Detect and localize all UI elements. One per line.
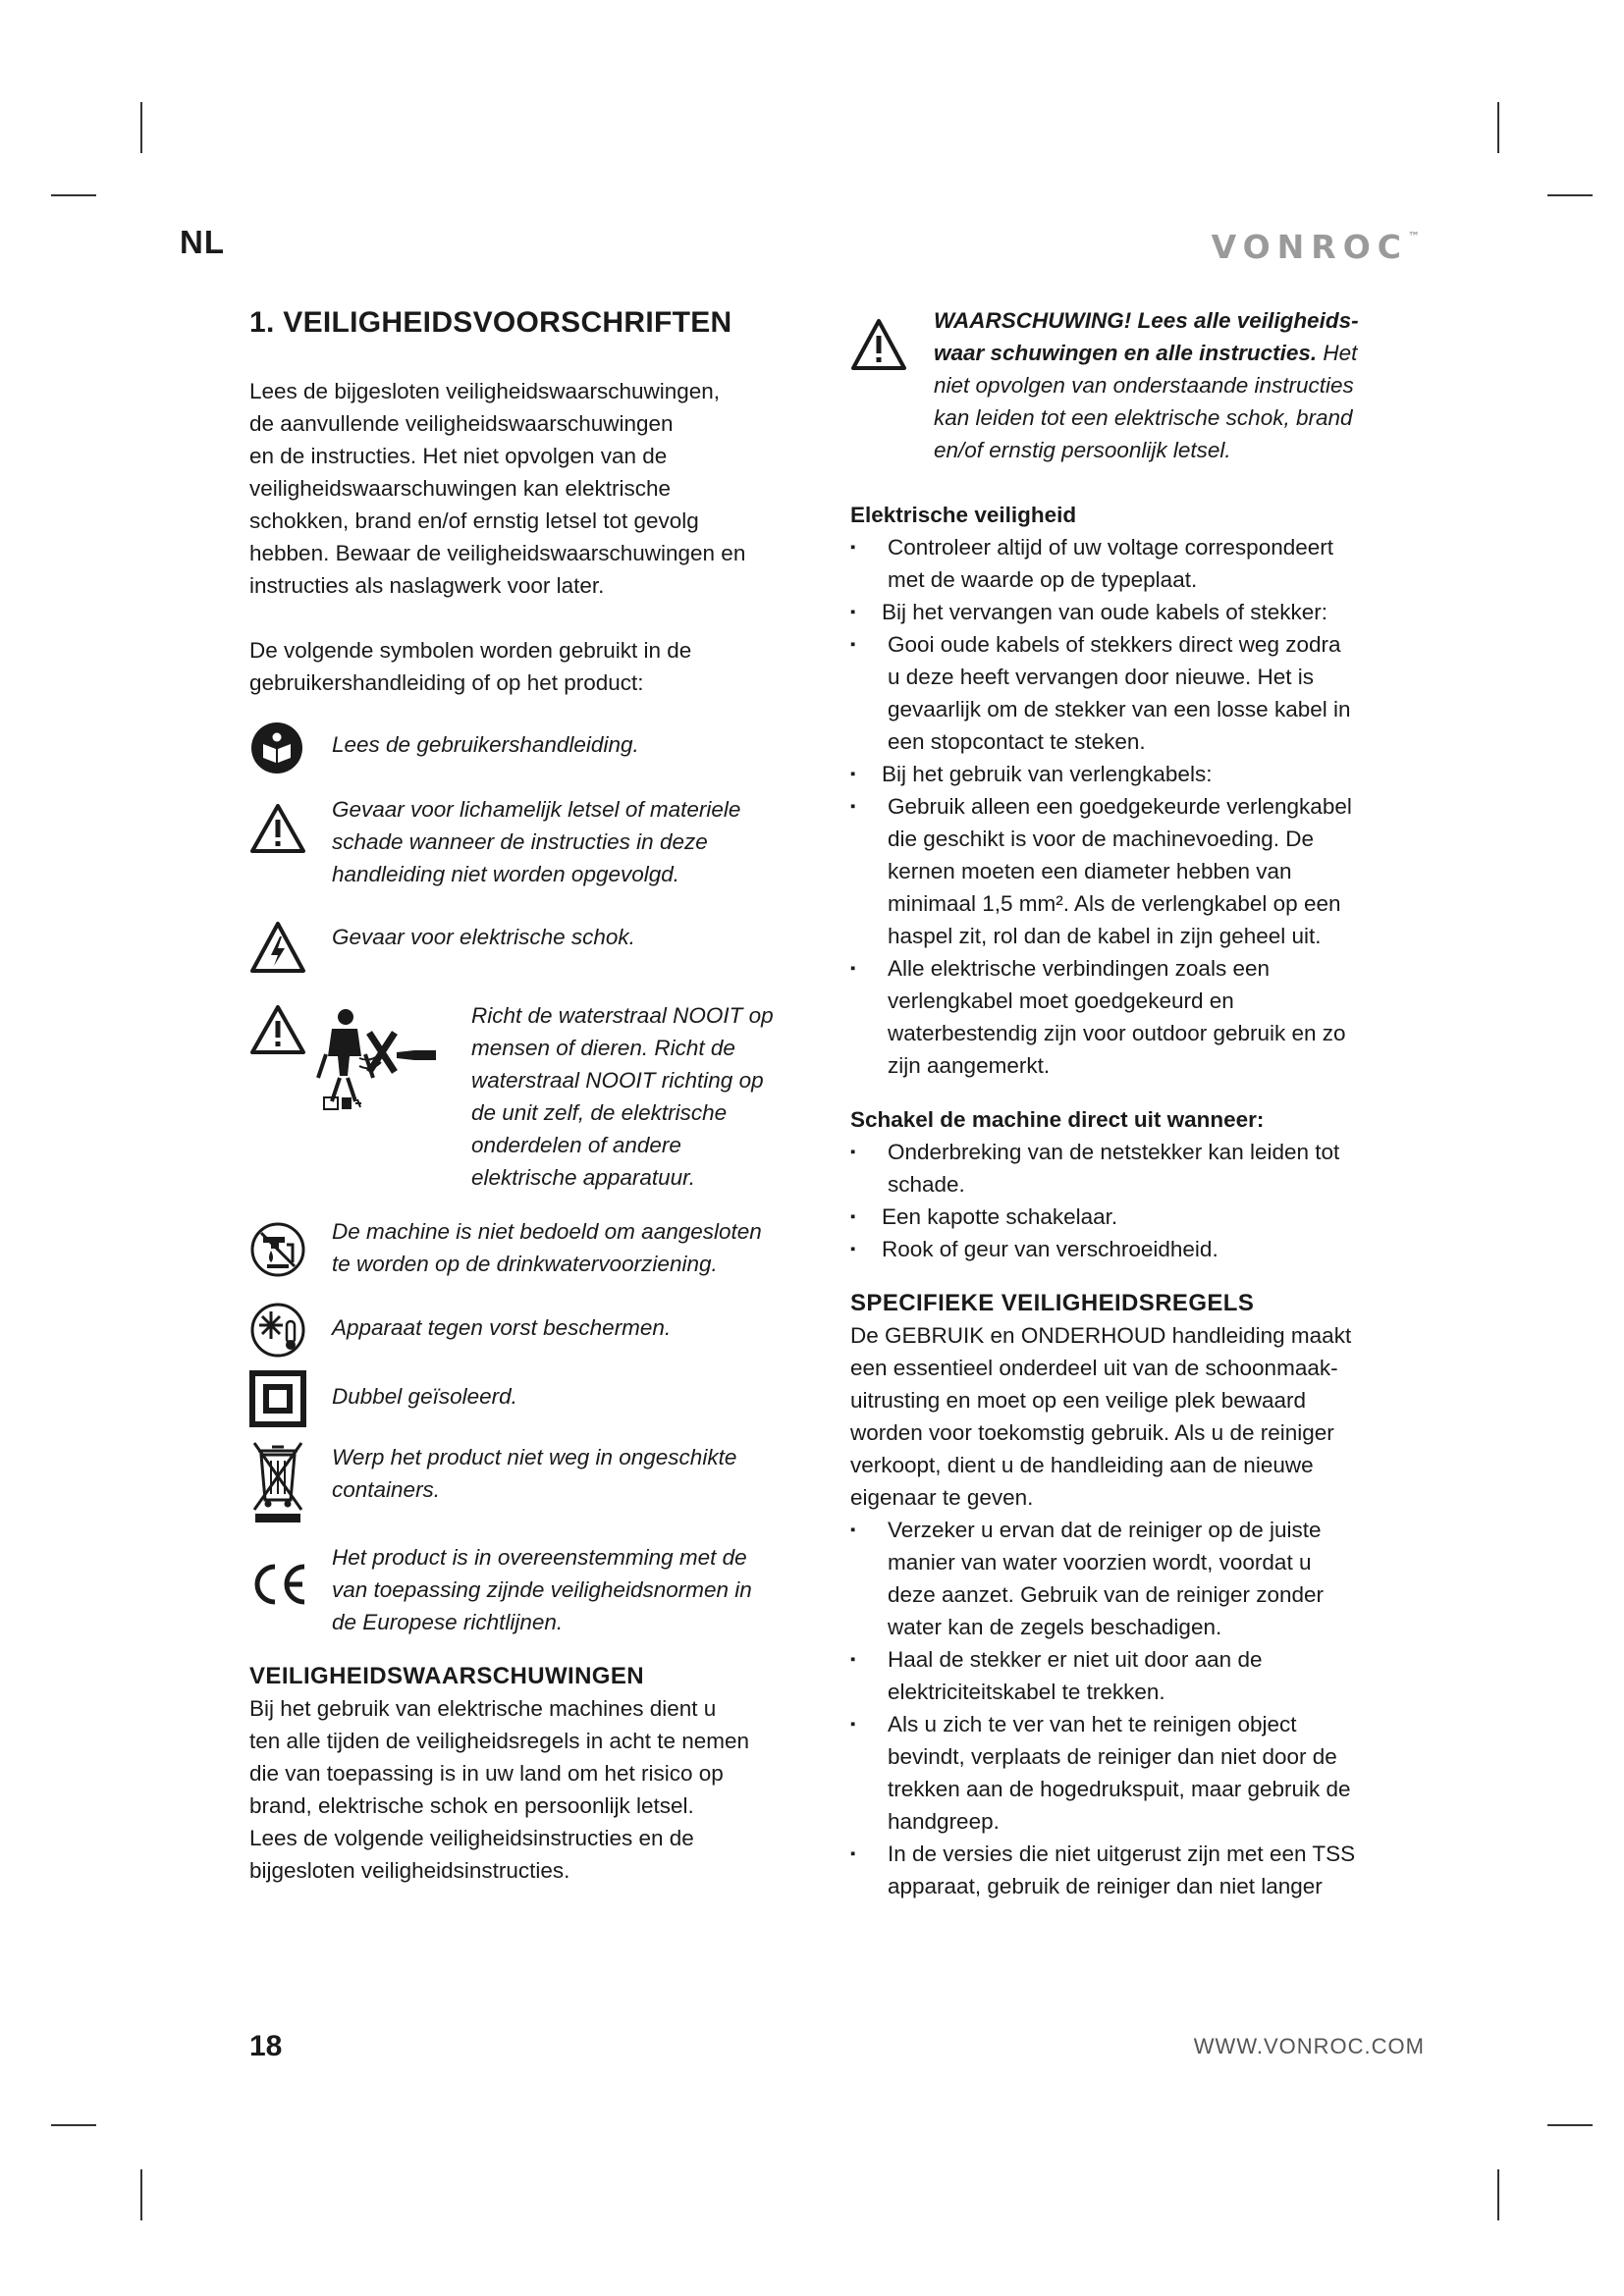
page-number: 18 [249,2030,283,2062]
text-line: deze aanzet. Gebruik van de reiniger zonder [888,1582,1325,1607]
text-line: Bij het gebruik van elektrische machines dient u [249,1696,717,1721]
crop-mark [51,2124,96,2126]
text-line: uitrusting en moet op een veilige plek bewaard [850,1388,1307,1413]
list-item [850,596,1425,628]
crop-mark [1547,2124,1593,2126]
brand-name: VONROC [1211,228,1408,266]
section-title-electrical-safety: Elektrische veiligheid [850,503,1077,527]
page-title: 1. VEILIGHEIDSVOORSCHRIFTEN [249,306,732,339]
crop-mark [1497,2169,1499,2220]
text-line: verkoopt, dient u de handleiding aan de nieuwe [850,1453,1314,1477]
text-line: en de instructies. Het niet opvolgen van de [249,444,668,468]
symbol-text-line: de Europese richtlijnen. [332,1610,564,1634]
text-line: eigenaar te geven. [850,1485,1034,1510]
symbol-row-drinking-water [249,1215,825,1280]
list-item [850,952,1425,1082]
list-item [850,1233,1425,1265]
symbol-row-ce [249,1541,825,1638]
text-line: die geschikt is voor de machinevoeding. De [888,827,1314,851]
symbols-intro [249,634,825,699]
symbol-text-line: waterstraal NOOIT richting op [471,1068,764,1093]
symbol-row-manual [249,721,825,775]
symbol-row-electric [249,921,825,974]
manual-icon [249,721,332,775]
intro-paragraph [249,375,825,602]
list-item [850,1201,1425,1233]
text-line: elektriciteitskabel te trekken. [888,1680,1165,1704]
left-column [249,304,825,1887]
website-url: WWW.VONROC.COM [1193,2034,1425,2058]
symbol-row-double-insulated [249,1370,825,1427]
warning-triangle-icon [850,304,934,466]
weee-bin-icon [249,1441,332,1523]
symbol-text-line: Het product is in overeenstemming met de [332,1545,747,1570]
symbol-text-manual: Lees de gebruikershandleiding. [332,732,639,757]
warning-text-line: niet opvolgen van onderstaande instructies [934,373,1354,398]
symbol-row-weee [249,1441,825,1523]
warning-heading: WAARSCHUWING! Lees alle veiligheids- [934,308,1359,333]
text-line: Haal de stekker er niet uit door aan de [888,1647,1263,1672]
symbol-text-line: van toepassing zijnde veiligheidsnormen in [332,1577,752,1602]
symbol-text-line: Richt de waterstraal NOOIT op [471,1003,774,1028]
list-item [850,790,1425,952]
no-water-jet-icon [249,999,475,1117]
symbol-text-line: schade wanneer de instructies in deze [332,829,708,854]
text-line: schade. [888,1172,965,1197]
text-line: schokken, brand en/of ernstig letsel tot gevolg [249,508,699,533]
text-line: de aanvullende veiligheidswaarschuwingen [249,411,674,436]
warning-text-line: en/of ernstig persoonlijk letsel. [934,438,1231,462]
specific-rules-list [850,1514,1425,1902]
text-line: In de versies die niet uitgerust zijn met een TSS [888,1842,1356,1866]
text-line: Lees de bijgesloten veiligheidswaarschuwingen, [249,379,721,403]
symbol-text-line: elektrische apparatuur. [471,1165,696,1190]
trademark-mark: ™ [1408,230,1420,243]
ce-mark-icon [249,1541,332,1606]
crop-mark [140,102,142,153]
list-item [850,1514,1425,1643]
text-line: Alle elektrische verbindingen zoals een [888,956,1270,981]
text-line: Onderbreking van de netstekker kan leiden tot [888,1140,1340,1164]
crop-mark [51,194,96,196]
list-item [850,1643,1425,1708]
text-line: kernen moeten een diameter hebben van [888,859,1292,883]
symbol-row-frost [249,1302,825,1359]
text-line: Gebruik alleen een goedgekeurde verlengkabel [888,794,1352,819]
text-line: met de waarde op de typeplaat. [888,567,1198,592]
text-line: Een kapotte schakelaar. [882,1204,1118,1229]
list-item [850,758,1425,790]
symbol-text-line: de unit zelf, de elektrische [471,1100,728,1125]
list-item [850,1708,1425,1838]
general-warning-box [850,304,1425,466]
text-line: brand, elektrische schok en persoonlijk letsel. [249,1793,694,1818]
symbol-text-line: Gevaar voor lichamelijk letsel of materiele [332,797,741,822]
symbol-text-line: mensen of dieren. Richt de [471,1036,735,1060]
switch-off-list [850,1136,1425,1265]
electric-shock-icon [249,921,332,974]
frost-icon [249,1302,332,1359]
text-line: instructies als naslagwerk voor later. [249,573,605,598]
text-line: hebben. Bewaar de veiligheidswaarschuwingen en [249,541,746,565]
symbol-row-warning [249,793,825,890]
text-line: trekken aan de hogedrukspuit, maar gebruik de [888,1777,1351,1801]
text-line: Gooi oude kabels of stekkers direct weg zodra [888,632,1341,657]
list-item [850,628,1425,758]
section-title-switch-off: Schakel de machine direct uit wanneer: [850,1107,1265,1132]
text-line: bevindt, verplaats de reiniger dan niet door de [888,1744,1337,1769]
text-line: Verzeker u ervan dat de reiniger op de juiste [888,1518,1322,1542]
text-line: Als u zich te ver van het te reinigen object [888,1712,1297,1736]
specific-rules-paragraph [850,1319,1425,1514]
no-drinking-water-icon [249,1215,332,1278]
warning-heading-cont: waar schuwingen en alle instructies. [934,341,1318,365]
text-line: handgreep. [888,1809,1000,1834]
text-line: die van toepassing is in uw land om het risico op [249,1761,724,1786]
text-line: ten alle tijden de veiligheidsregels in acht te nemen [249,1729,750,1753]
symbol-row-water-jet [249,999,825,1194]
text-line: minimaal 1,5 mm². Als de verlengkabel op een [888,891,1341,916]
text-line: zijn aangemerkt. [888,1053,1051,1078]
text-line: veiligheidswaarschuwingen kan elektrische [249,476,671,501]
text-line: Controleer altijd of uw voltage correspondeert [888,535,1333,560]
text-line: De volgende symbolen worden gebruikt in de [249,638,692,663]
electrical-safety-list [850,531,1425,1082]
crop-mark [140,2169,142,2220]
text-line: Rook of geur van verschroeidheid. [882,1237,1218,1261]
section-title-specific-rules: SPECIFIEKE VEILIGHEIDSREGELS [850,1290,1255,1316]
section-title-safety-warnings: VEILIGHEIDSWAARSCHUWINGEN [249,1663,645,1689]
symbol-text-insulated: Dubbel geïsoleerd. [332,1384,517,1409]
text-line: water kan de zegels beschadigen. [888,1615,1222,1639]
text-line: De GEBRUIK en ONDERHOUD handleiding maakt [850,1323,1352,1348]
warning-text: Het [1317,341,1358,365]
text-line: Bij het vervangen van oude kabels of stekker: [882,600,1328,624]
text-line: een essentieel onderdeel uit van de schoonmaak- [850,1356,1338,1380]
symbol-text-line: De machine is niet bedoeld om aangesloten [332,1219,762,1244]
text-line: gevaarlijk om de stekker van een losse kabel in [888,697,1351,721]
text-line: bijgesloten veiligheidsinstructies. [249,1858,570,1883]
symbol-text-line: te worden op de drinkwatervoorziening. [332,1252,718,1276]
symbol-text-line: containers. [332,1477,441,1502]
symbol-text-frost: Apparaat tegen vorst beschermen. [332,1315,672,1340]
text-line: een stopcontact te steken. [888,729,1146,754]
crop-mark [1547,194,1593,196]
warning-text-line: kan leiden tot een elektrische schok, brand [934,405,1353,430]
text-line: gebruikershandleiding of op het product: [249,670,644,695]
text-line: worden voor toekomstig gebruik. Als u de reiniger [850,1420,1334,1445]
text-line: manier van water voorzien wordt, voordat u [888,1550,1312,1575]
text-line: waterbestendig zijn voor outdoor gebruik en zo [888,1021,1346,1045]
language-code: NL [180,224,225,260]
text-line: Bij het gebruik van verlengkabels: [882,762,1213,786]
symbol-text-electric: Gevaar voor elektrische schok. [332,925,635,949]
list-item [850,1838,1425,1902]
symbol-text-line: handleiding niet worden opgevolgd. [332,862,680,886]
text-line: u deze heeft vervangen door nieuwe. Het is [888,665,1315,689]
list-item [850,531,1425,596]
symbol-text-line: onderdelen of andere [471,1133,681,1157]
text-line: verlengkabel moet goedgekeurd en [888,988,1234,1013]
brand-logo [1212,228,1420,266]
text-line: apparaat, gebruik de reiniger dan niet langer [888,1874,1323,1898]
text-line: haspel zit, rol dan de kabel in zijn geheel uit. [888,924,1322,948]
text-line: Lees de volgende veiligheidsinstructies en de [249,1826,694,1850]
safety-warnings-paragraph [249,1692,825,1887]
warning-triangle-icon [249,793,332,854]
list-item [850,1136,1425,1201]
crop-mark [1497,102,1499,153]
double-insulated-icon [249,1370,332,1427]
symbol-text-line: Werp het product niet weg in ongeschikte [332,1445,737,1469]
right-column [850,304,1425,1902]
